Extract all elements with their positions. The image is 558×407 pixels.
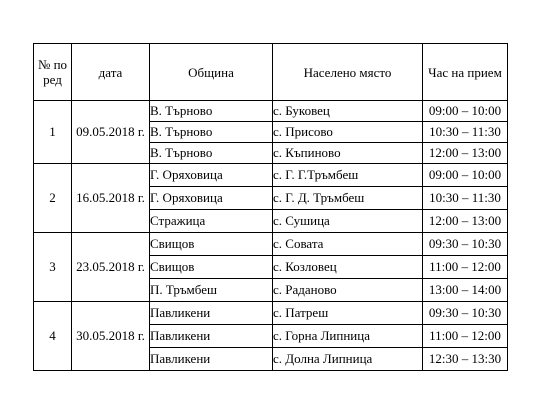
table-row bbox=[34, 302, 508, 325]
date-cell: 09.05.2018 г. bbox=[72, 101, 150, 164]
time-cell: 09:30 – 10:30 bbox=[423, 233, 508, 256]
municipality-cell: Павликени bbox=[150, 348, 273, 371]
municipality-cell: П. Тръмбеш bbox=[150, 279, 273, 302]
date-cell: 23.05.2018 г. bbox=[72, 233, 150, 302]
header-municipality: Община bbox=[150, 44, 273, 101]
municipality-cell: Павликени bbox=[150, 302, 273, 325]
time-cell: 09:00 – 10:00 bbox=[423, 164, 508, 187]
time-cell: 11:00 – 12:00 bbox=[423, 325, 508, 348]
header-number: № по ред bbox=[34, 44, 72, 101]
place-cell: с. Г. Г.Тръмбеш bbox=[273, 164, 423, 187]
place-cell: с. Сушица bbox=[273, 210, 423, 233]
place-cell: с. Патреш bbox=[273, 302, 423, 325]
place-cell: с. Козловец bbox=[273, 256, 423, 279]
time-cell: 10:30 – 11:30 bbox=[423, 122, 508, 143]
row-number-cell: 1 bbox=[34, 101, 72, 164]
time-cell: 09:30 – 10:30 bbox=[423, 302, 508, 325]
place-cell: с. Долна Липница bbox=[273, 348, 423, 371]
time-cell: 12:00 – 13:00 bbox=[423, 143, 508, 164]
date-cell: 16.05.2018 г. bbox=[72, 164, 150, 233]
municipality-cell: Г. Оряховица bbox=[150, 164, 273, 187]
row-number-cell: 3 bbox=[34, 233, 72, 302]
header-row bbox=[34, 44, 508, 101]
date-cell: 30.05.2018 г. bbox=[72, 302, 150, 371]
place-cell: с. Раданово bbox=[273, 279, 423, 302]
place-cell: с. Горна Липница bbox=[273, 325, 423, 348]
row-number-cell: 2 bbox=[34, 164, 72, 233]
municipality-cell: Павликени bbox=[150, 325, 273, 348]
place-cell: с. Буковец bbox=[273, 101, 423, 122]
time-cell: 13:00 – 14:00 bbox=[423, 279, 508, 302]
table-row bbox=[34, 101, 508, 122]
place-cell: с. Совата bbox=[273, 233, 423, 256]
place-cell: с. Къпиново bbox=[273, 143, 423, 164]
time-cell: 12:30 – 13:30 bbox=[423, 348, 508, 371]
table-row bbox=[34, 233, 508, 256]
municipality-cell: В. Търново bbox=[150, 143, 273, 164]
header-time: Час на прием bbox=[423, 44, 508, 101]
schedule-table bbox=[33, 43, 508, 371]
place-cell: с. Г. Д. Тръмбеш bbox=[273, 187, 423, 210]
time-cell: 09:00 – 10:00 bbox=[423, 101, 508, 122]
time-cell: 11:00 – 12:00 bbox=[423, 256, 508, 279]
municipality-cell: В. Търново bbox=[150, 101, 273, 122]
table-row bbox=[34, 164, 508, 187]
header-date: дата bbox=[72, 44, 150, 101]
time-cell: 10:30 – 11:30 bbox=[423, 187, 508, 210]
municipality-cell: В. Търново bbox=[150, 122, 273, 143]
row-number-cell: 4 bbox=[34, 302, 72, 371]
place-cell: с. Присово bbox=[273, 122, 423, 143]
time-cell: 12:00 – 13:00 bbox=[423, 210, 508, 233]
municipality-cell: Свищов bbox=[150, 233, 273, 256]
municipality-cell: Свищов bbox=[150, 256, 273, 279]
header-place: Населено място bbox=[273, 44, 423, 101]
municipality-cell: Г. Оряховица bbox=[150, 187, 273, 210]
municipality-cell: Стражица bbox=[150, 210, 273, 233]
